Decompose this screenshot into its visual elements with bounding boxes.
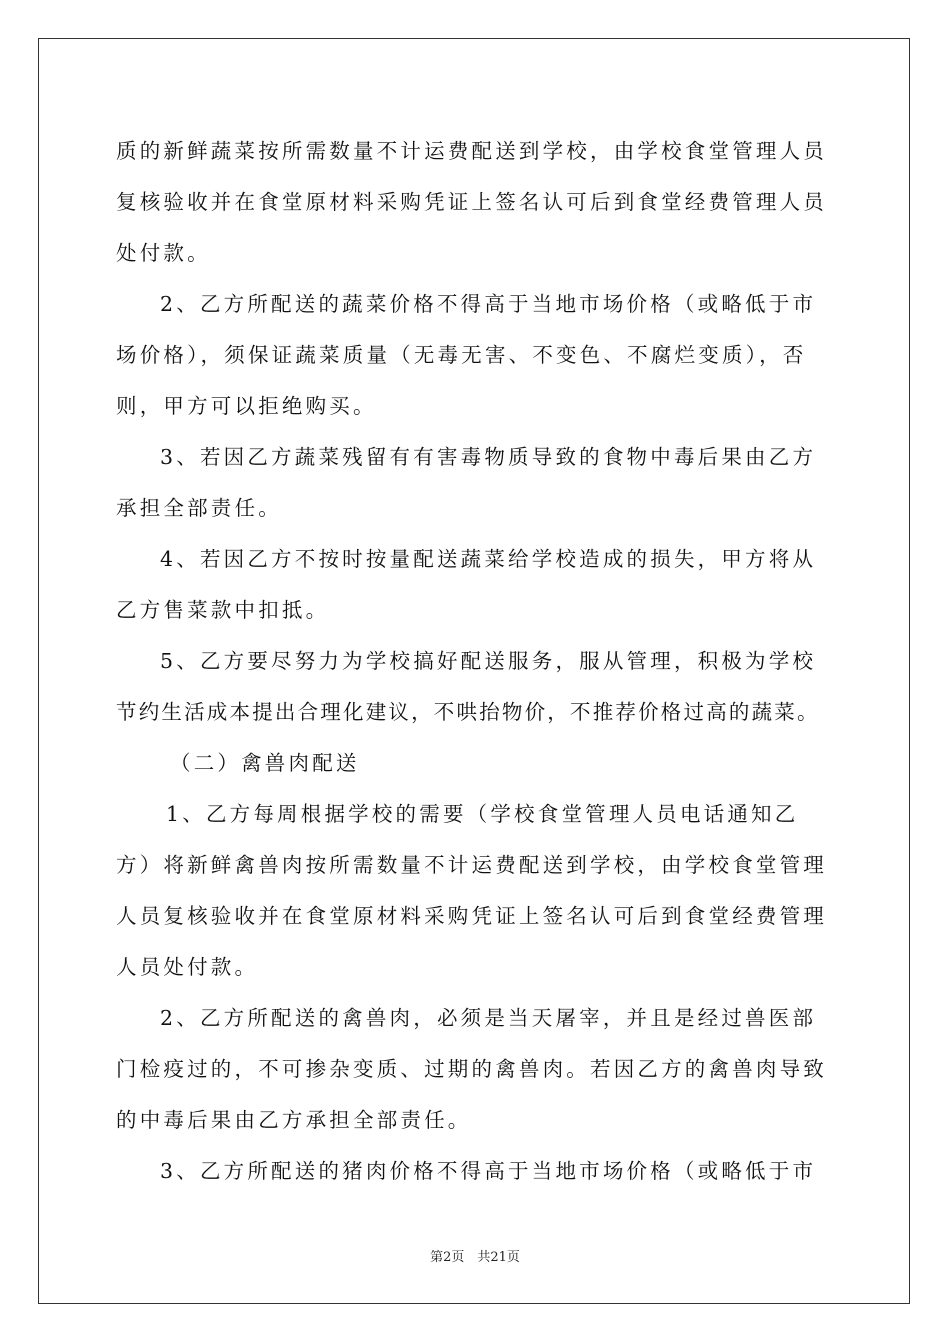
text-line: 则，甲方可以拒绝购买。 — [116, 394, 377, 418]
text-line: 节约生活成本提出合理化建议，不哄抬物价，不推荐价格过高的蔬菜。 — [116, 700, 820, 724]
text-line: 质的新鲜蔬菜按所需数量不计运费配送到学校，由学校食堂管理人员 — [116, 139, 827, 163]
text-line: 方）将新鲜禽兽肉按所需数量不计运费配送到学校，由学校食堂管理 — [116, 853, 827, 877]
text-line: 复核验收并在食堂原材料采购凭证上签名认可后到食堂经费管理人员 — [116, 190, 827, 214]
text-line: 承担全部责任。 — [116, 496, 282, 520]
text-line: 门检疫过的，不可掺杂变质、过期的禽兽肉。若因乙方的禽兽肉导致 — [116, 1057, 827, 1081]
text-line: 场价格），须保证蔬菜质量（无毒无害、不变色、不腐烂变质），否 — [116, 343, 807, 367]
text-line: 的中毒后果由乙方承担全部责任。 — [116, 1108, 472, 1132]
text-line: 乙方售菜款中扣抵。 — [116, 598, 330, 622]
text-line: 人员复核验收并在食堂原材料采购凭证上签名认可后到食堂经费管理 — [116, 904, 827, 928]
paragraph-start: 2、乙方所配送的蔬菜价格不得高于当地市场价格（或略低于市 — [160, 292, 817, 316]
document-body — [116, 126, 836, 1197]
text-line: 人员处付款。 — [116, 955, 259, 979]
section-heading: （二）禽兽肉配送 — [170, 751, 360, 775]
page-number: 第2页 共21页 — [430, 1250, 520, 1265]
text-line: 处付款。 — [116, 241, 211, 265]
paragraph-start: 4、若因乙方不按时按量配送蔬菜给学校造成的损失，甲方将从 — [160, 547, 817, 571]
paragraph-start: 3、乙方所配送的猪肉价格不得高于当地市场价格（或略低于市 — [160, 1159, 817, 1183]
paragraph-start: 2、乙方所配送的禽兽肉，必须是当天屠宰，并且是经过兽医部 — [160, 1006, 817, 1030]
paragraph-start: 1、乙方每周根据学校的需要（学校食堂管理人员电话通知乙 — [166, 802, 799, 826]
paragraph-start: 5、乙方要尽努力为学校搞好配送服务，服从管理，积极为学校 — [160, 649, 817, 673]
paragraph-start: 3、若因乙方蔬菜残留有有害毒物质导致的食物中毒后果由乙方 — [160, 445, 817, 469]
